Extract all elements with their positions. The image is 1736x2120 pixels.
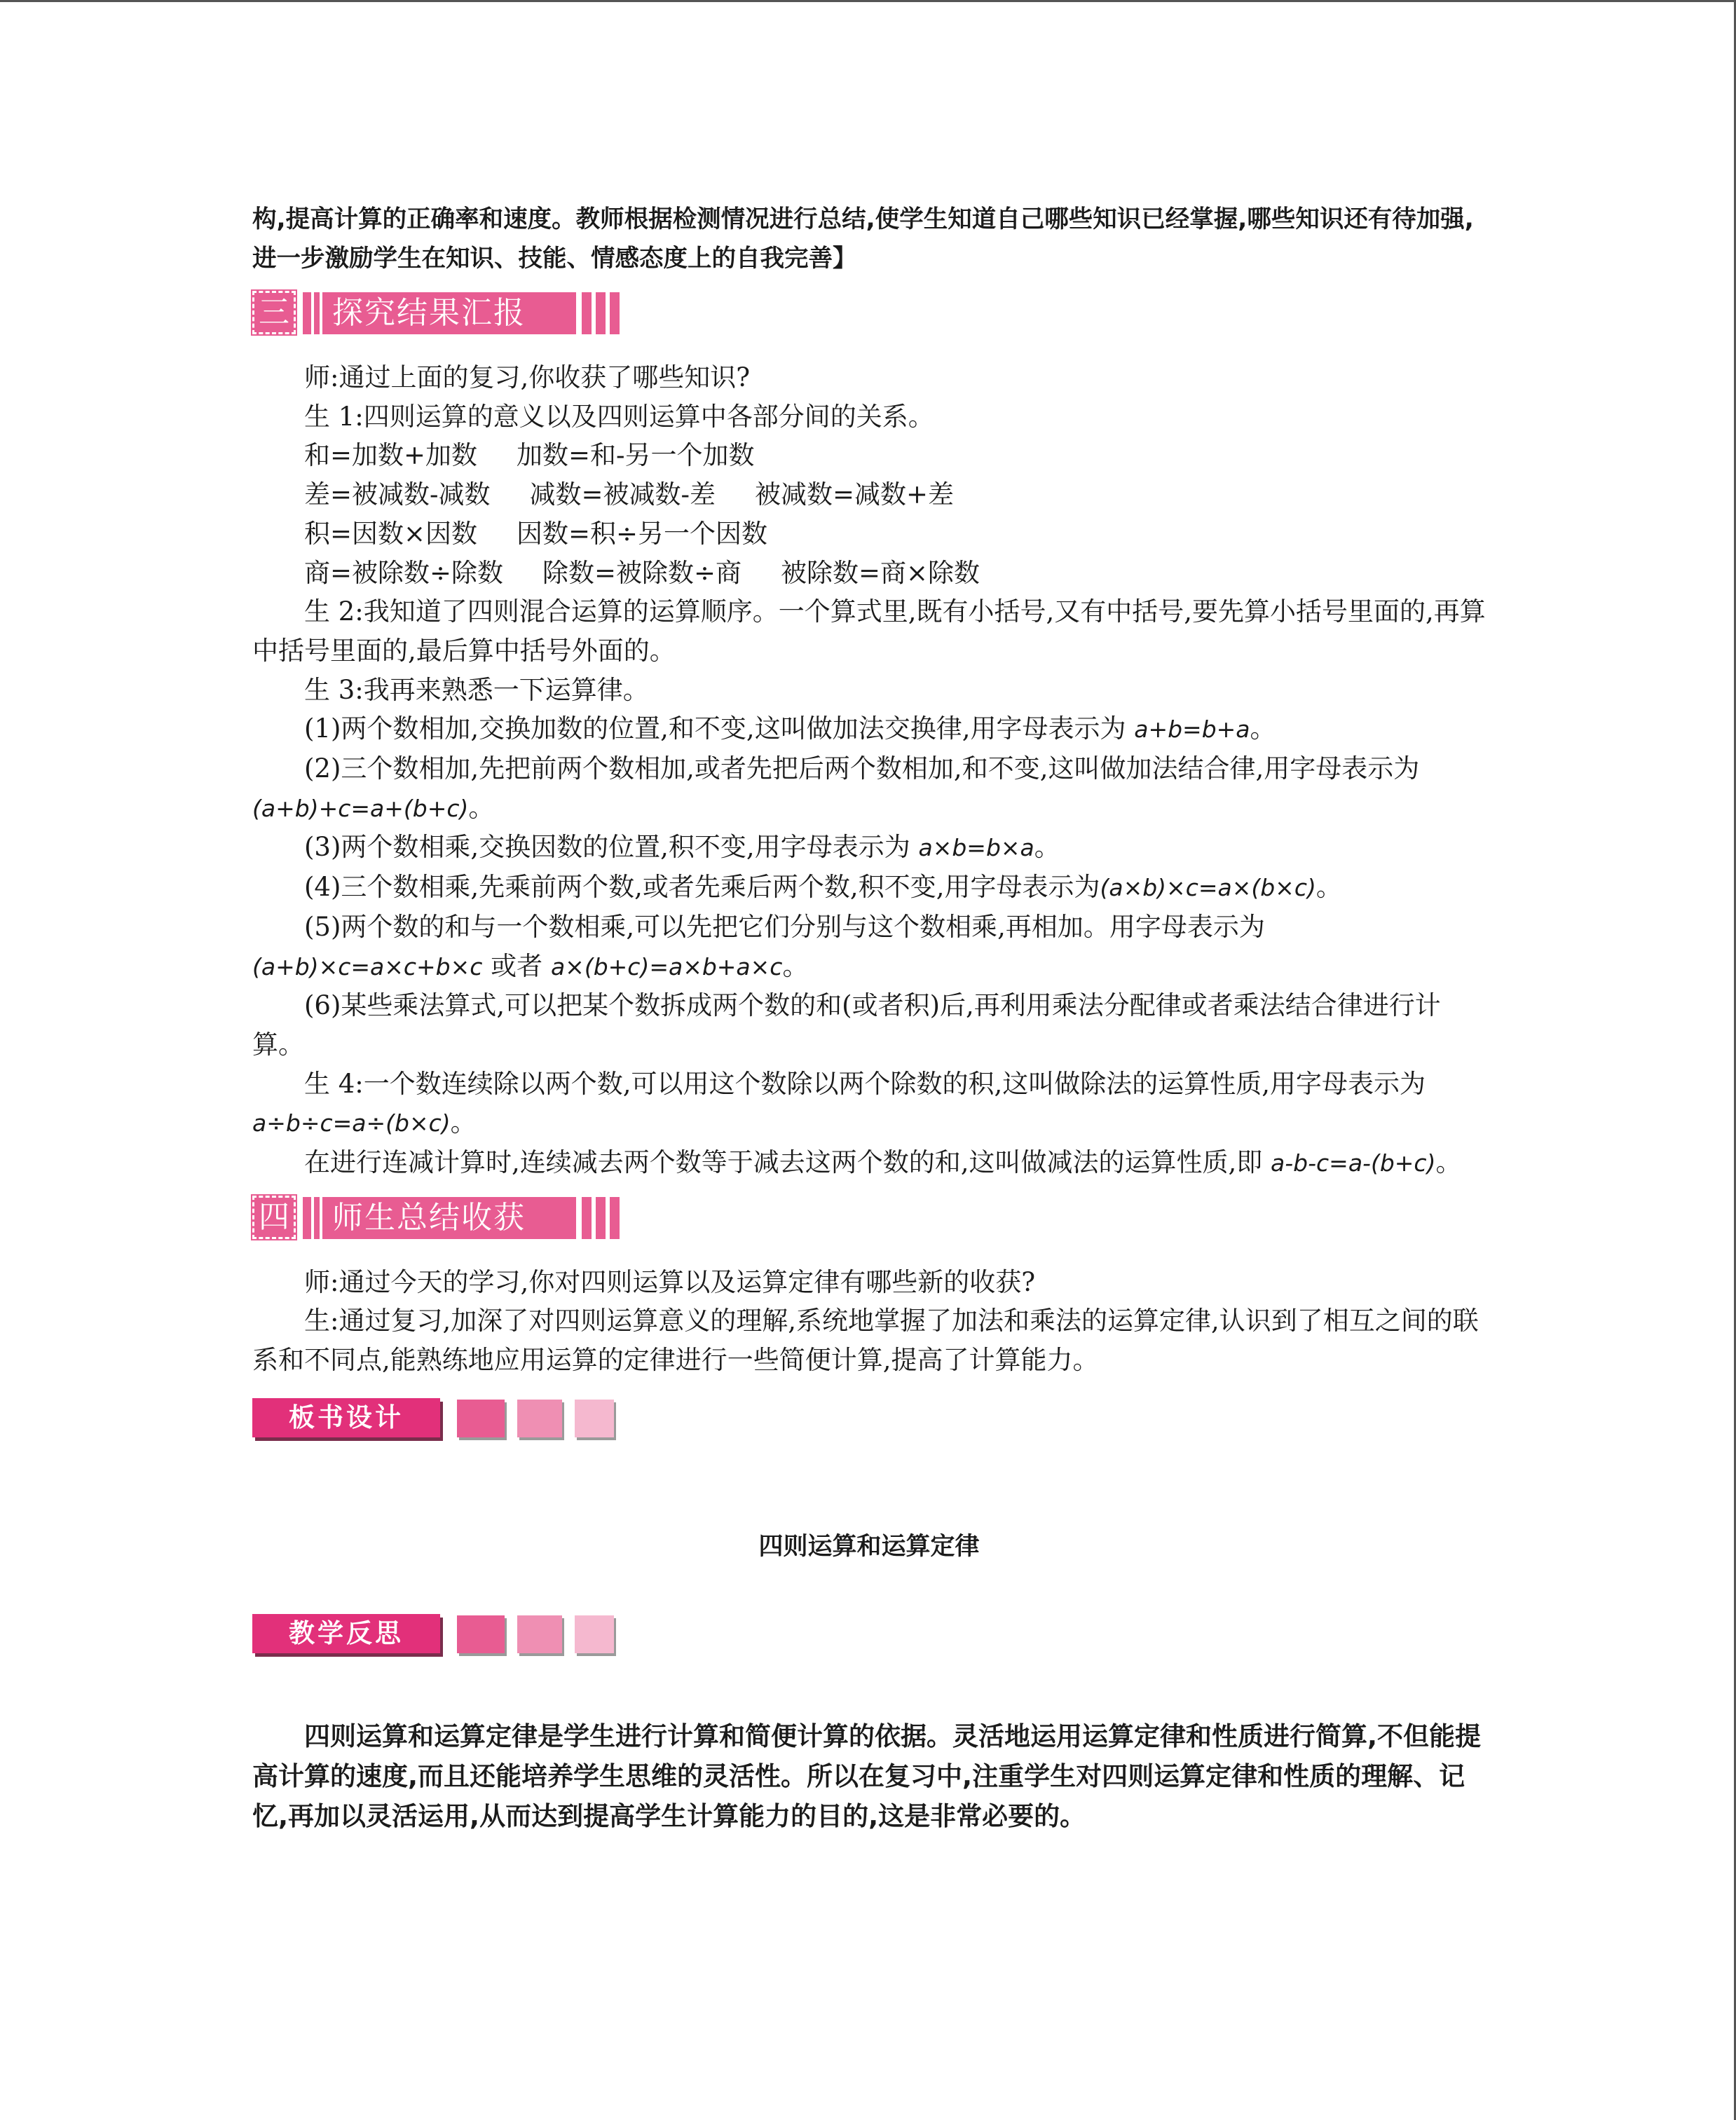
reflection-badge [252,1614,1486,1659]
title-bar-tail [596,292,606,334]
teacher-question-2: 师:通过今天的学习,你对四则运算以及运算定律有哪些新的收获? [304,1266,1036,1297]
law-3-text: (3)两个数相乘,交换因数的位置,积不变,用字母表示为 [304,832,919,863]
multiplication-relations [252,514,1486,554]
formula-div-3: 被除数=商×除数 [781,557,980,588]
formula-sub-1: 差=被减数-减数 [304,479,491,510]
period: 。 [1435,1147,1462,1178]
law-1 [252,709,1486,749]
formula-mul-2: 因数=积÷另一个因数 [517,518,768,549]
student-2-answer: 生 2:我知道了四则混合运算的运算顺序。一个算式里,既有小括号,又有中括号,要先算小括号里面的,再算中括号里面的,最后算中括号外面的。 [252,596,1486,666]
law-5 [252,908,1486,986]
formula-div-2: 除数=被除数÷商 [542,557,742,588]
law-4 [252,868,1486,908]
law-6: (6)某些乘法算式,可以把某个数拆成两个数的和(或者积)后,再利用乘法分配律或者乘法结合律进行计算。 [252,990,1441,1060]
law-2 [252,749,1486,828]
addition-relations [252,436,1486,475]
page-content [252,200,1486,1836]
subtraction-relations [252,475,1486,514]
student-summary: 生:通过复习,加深了对四则运算意义的理解,系统地掌握了加法和乘法的运算定律,认识到了相互之间的联系和不同点,能熟练地应用运算的定律进行一些简便计算,提高了计算能力。 [252,1306,1479,1376]
formula-sub-2: 减数=被减数-差 [529,479,716,510]
student-4-formula: a÷b÷c=a÷(b×c) [252,1109,451,1137]
student-3-answer: 生 3:我再来熟悉一下运算律。 [304,674,649,705]
law-5-formula-1: (a+b)×c=a×c+b×c [252,952,483,980]
decor-square [457,1400,505,1437]
section-3-header [252,291,1486,337]
law-2-text: (2)三个数相加,先把前两个数相加,或者先把后两个数相加,和不变,这叫做加法结合律,用字母表示为 [304,753,1420,784]
board-design-title: 四则运算和运算定律 [758,1532,980,1561]
law-2-formula: (a+b)+c=a+(b+c) [252,794,469,822]
section-4-number: 四 [252,1196,296,1239]
formula-sub-3: 被减数=减数+差 [755,479,955,510]
law-4-text: (4)三个数相乘,先乘前两个数,或者先乘后两个数,积不变,用字母表示为 [304,872,1100,903]
title-bar-stripe [320,292,322,334]
title-bar-tail [610,1197,620,1239]
law-3-formula: a×b=b×a [918,834,1034,862]
law-5-text: (5)两个数的和与一个数相乘,可以先把它们分别与这个数相乘,再相加。用字母表示为 [304,911,1265,942]
decor-square [517,1615,562,1653]
period: 。 [1034,832,1060,863]
section-3-title-bar [303,292,576,334]
decor-square [457,1615,505,1653]
title-bar-tail [596,1197,606,1239]
formula-add-2: 加数=和-另一个加数 [517,440,755,471]
section-3-title: 探究结果汇报 [332,295,526,331]
section-4-title: 师生总结收获 [332,1199,526,1236]
board-design-label: 板书设计 [252,1398,440,1437]
period: 。 [782,950,809,981]
law-3 [252,828,1486,868]
subtraction-rule-formula: a-b-c=a-(b+c) [1271,1149,1436,1177]
law-5-or: 或者 [482,950,551,981]
law-5-formula-2: a×(b+c)=a×b+a×c [550,952,783,980]
period: 。 [1250,713,1276,744]
formula-add-1: 和=加数+加数 [304,440,478,471]
title-bar-stripe [311,1197,314,1239]
law-1-text: (1)两个数相加,交换加数的位置,和不变,这叫做加法交换律,用字母表示为 [304,713,1135,744]
title-bar-tail [582,292,592,334]
reflection-text: 四则运算和运算定律是学生进行计算和简便计算的依据。灵活地运用运算定律和性质进行简算,不但能提高计算的速度,而且还能培养学生思维的灵活性。所以在复习中,注重学生对四则运算定律和性质的理解、记忆,再加以灵活运用,从而达到提高学生计算能力的目的,这是非常必要的。 [252,1721,1482,1831]
decor-square [575,1400,614,1437]
title-bar-stripe [311,292,314,334]
decor-square [517,1400,562,1437]
formula-div-1: 商=被除数÷除数 [304,557,504,588]
law-4-formula: (a×b)×c=a×(b×c) [1100,874,1316,902]
period: 。 [450,1107,477,1138]
title-bar-tail [582,1197,592,1239]
formula-mul-1: 积=因数×因数 [304,518,478,549]
subtraction-rule [252,1143,1486,1183]
period: 。 [1315,872,1342,903]
decor-square [575,1615,614,1653]
subtraction-rule-text: 在进行连减计算时,连续减去两个数等于减去这两个数的和,这叫做减法的运算性质,即 [304,1147,1271,1178]
student-4-answer [252,1065,1486,1143]
section-4-title-bar [303,1197,576,1239]
intro-paragraph: 构,提高计算的正确率和速度。教师根据检测情况进行总结,使学生知道自己哪些知识已经掌握,哪些知识还有待加强,进一步激励学生在知识、技能、情感态度上的自我完善】 [252,205,1474,273]
teacher-question: 师:通过上面的复习,你收获了哪些知识? [304,362,751,392]
section-4-header [252,1196,1486,1242]
student-4-text: 生 4:一个数连续除以两个数,可以用这个数除以两个除数的积,这叫做除法的运算性质,用字母表示为 [304,1068,1426,1099]
period: 。 [468,792,495,823]
page-top-border [0,0,1736,2]
board-design-badge [252,1398,1486,1443]
title-bar-stripe [320,1197,322,1239]
student-1-answer: 生 1:四则运算的意义以及四则运算中各部分间的关系。 [304,401,934,432]
division-relations [252,554,1486,593]
title-bar-tail [610,292,620,334]
law-1-formula: a+b=b+a [1134,716,1250,744]
reflection-label: 教学反思 [252,1614,440,1653]
section-3-number: 三 [252,291,296,334]
